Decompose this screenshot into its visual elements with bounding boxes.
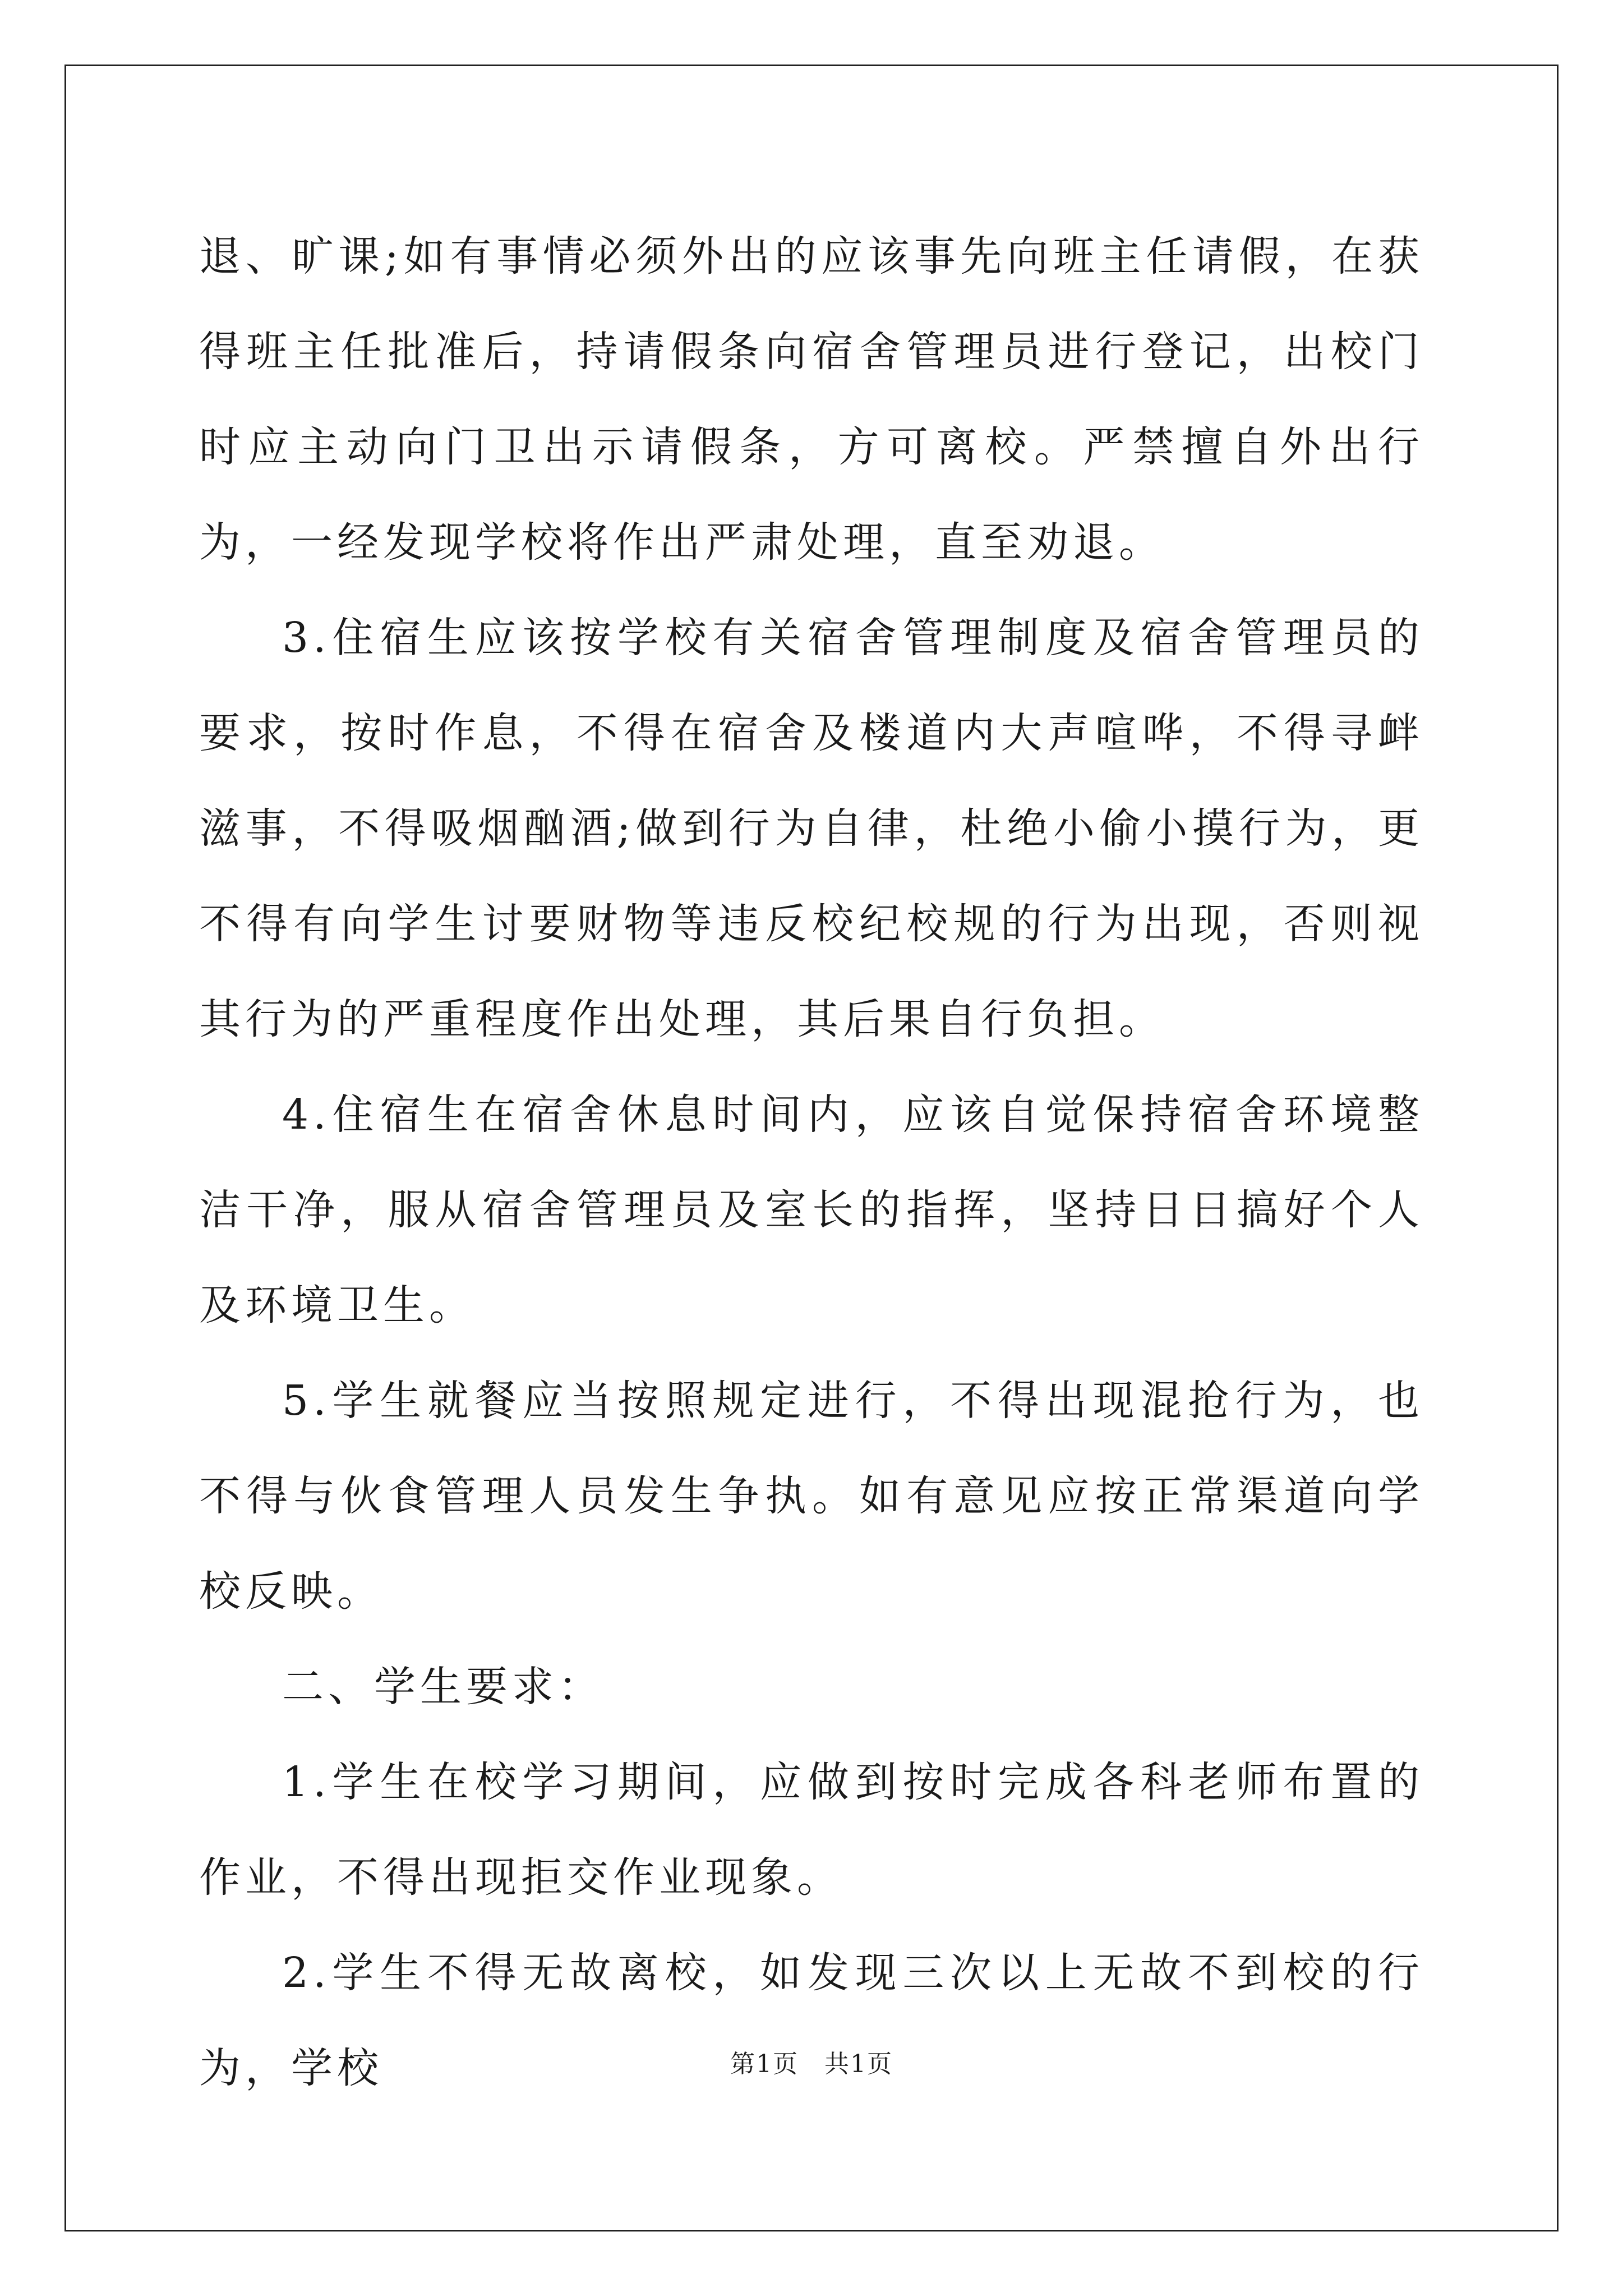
paragraph-item-5: 5.学生就餐应当按照规定进行，不得出现混抢行为，也不得与伙食管理人员发生争执。如有意见应按正常渠道向学校反映。 (199, 1377, 1424, 1616)
paragraph-requirement-2: 2.学生不得无故离校，如发现三次以上无故不到校的行为，学校 (199, 1949, 1424, 2092)
paragraph-item-3: 3.住宿生应该按学校有关宿舍管理制度及宿舍管理员的要求，按时作息，不得在宿舍及楼道内大声喧哗，不得寻衅滋事，不得吸烟酗酒;做到行为自律，杜绝小偷小摸行为，更不得有向学生讨要财物等违反校纪校规的行为出现，否则视其行为的严重程度作出处理，其后果自行负担。 (199, 614, 1424, 1043)
paragraph-item-4: 4.住宿生在宿舍休息时间内，应该自觉保持宿舍环境整洁干净，服从宿舍管理员及室长的指挥，坚持日日搞好个人及环境卫生。 (199, 1091, 1424, 1329)
page-number-footer: 第1页 共1页 (730, 2050, 893, 2078)
document-body (199, 209, 1424, 2116)
paragraph-continuation: 退、旷课;如有事情必须外出的应该事先向班主任请假，在获得班主任批准后，持请假条向宿舍管理员进行登记，出校门时应主动向门卫出示请假条，方可离校。严禁擅自外出行为，一经发现学校将作出严肃处理，直至劝退。 (199, 232, 1424, 567)
paragraph-requirement-1: 1.学生在校学习期间，应做到按时完成各科老师布置的作业，不得出现拒交作业现象。 (199, 1758, 1424, 1902)
section-heading: 二、学生要求： (282, 1663, 604, 1711)
